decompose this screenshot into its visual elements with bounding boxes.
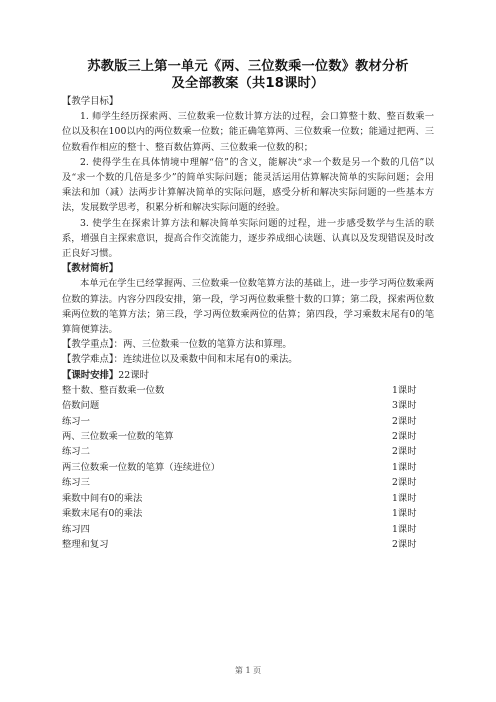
schedule-row: [62, 491, 434, 506]
goals-heading: 【教学目标】: [62, 96, 119, 107]
lesson-hours: 1课时: [392, 461, 417, 473]
lesson-hours: 1课时: [392, 492, 417, 504]
analysis-heading: 【教材简析】: [62, 263, 119, 275]
lesson-name: 整十数、整百数乘一位数: [62, 384, 165, 396]
goal-paragraph-2: 2. 使得学生在具体情境中理解“倍”的含义，能解决“求一个数是另一个数的几倍”以及“求一个数的几倍是多少”的简单实际问题；能灵活运用估算解决简单的实际问题；会用乘法和加（减）法两步计算解决简单的实际问题，感受分析和解决实际问题的一些基本方法，发展数学思考，积累分析和解决实际问题的经验。: [62, 156, 434, 214]
schedule-row: [62, 506, 434, 521]
lesson-name: 练习一: [62, 415, 90, 427]
document-body: [62, 58, 434, 552]
lesson-hours: 2课时: [392, 538, 417, 550]
schedule-row: [62, 475, 434, 490]
lesson-hours: 1课时: [392, 523, 417, 535]
page-number: 第 1 页: [234, 666, 262, 675]
goal-paragraph-3: 3. 使学生在探索计算方法和解决简单实际问题的过程，进一步感受数学与生活的联系，增强自主探索意识，提高合作交流能力，逐步养成细心读题、认真以及发现错误及时改正良好习惯。: [62, 217, 434, 260]
lesson-name: 倍数问题: [62, 400, 100, 412]
lesson-hours: 1课时: [392, 384, 417, 396]
schedule-row: [62, 429, 434, 444]
document-title: [62, 58, 434, 92]
difficult-point-text: 连续进位以及乘数中间和末尾有0的乘法。: [122, 354, 298, 366]
schedule-row: [62, 460, 434, 475]
lesson-hours: 1课时: [392, 508, 417, 520]
schedule-row: [62, 414, 434, 429]
lesson-hours: 2课时: [392, 446, 417, 458]
analysis-paragraph: 本单元在学生已经掌握两、三位数乘一位数笔算方法的基础上，进一步学习两位数乘两位数的算法。内容分四段安排，第一段，学习两位数乘整十数的口算；第二段，探索两位数乘两位数的笔算方法；第三段，学习两位数乘两位的估算；第四段，学习乘数末尾有0的笔算简便算法。: [62, 278, 434, 336]
schedule-row: [62, 398, 434, 413]
schedule-row: [62, 383, 434, 398]
lesson-name: 两三位数乘一位数的笔算（连续进位）: [62, 461, 221, 473]
schedule-label: 【课时安排】: [62, 369, 119, 381]
title-line-1: 苏教版三上第一单元《两、三位数乘一位数》教材分析: [87, 59, 409, 74]
title-line-2: 及全部教案（共18课时）: [171, 76, 325, 91]
difficult-point: [62, 352, 434, 367]
lesson-hours: 3课时: [392, 400, 417, 412]
key-point-text: 两、三位数乘一位数的笔算方法和算理。: [122, 339, 292, 351]
key-point-label: 【教学重点】：: [62, 339, 123, 351]
schedule-heading: [62, 368, 434, 383]
lesson-name: 两、三位数乘一位数的笔算: [62, 431, 174, 443]
schedule-row: [62, 522, 434, 537]
goal-paragraph-1: 1. 师学生经历探索两、三位数乘一位数计算方法的过程，会口算整十数、整百数乘一位以及积在100以内的两位数乘一位数；能正确笔算两、三位数乘一位数；能通过把两、三位数看作相应的整十、整百数估算两、三位数乘一位数的积；: [62, 111, 434, 153]
schedule-row: [62, 444, 434, 459]
lesson-hours: 2课时: [392, 431, 417, 443]
lesson-name: 练习四: [62, 523, 90, 535]
lesson-name: 整理和复习: [62, 538, 109, 550]
lesson-hours: 2课时: [392, 477, 417, 489]
lesson-name: 乘数中间有0的乘法: [62, 492, 143, 504]
key-point: [62, 337, 434, 352]
lesson-name: 练习三: [62, 477, 90, 489]
lesson-hours: 2课时: [392, 415, 417, 427]
lesson-name: 乘数末尾有0的乘法: [62, 508, 143, 520]
schedule-total: 22课时: [118, 369, 149, 381]
schedule-list: [62, 383, 434, 552]
schedule-row: [62, 537, 434, 552]
difficult-point-label: 【教学难点】：: [62, 354, 123, 366]
lesson-name: 练习二: [62, 446, 90, 458]
